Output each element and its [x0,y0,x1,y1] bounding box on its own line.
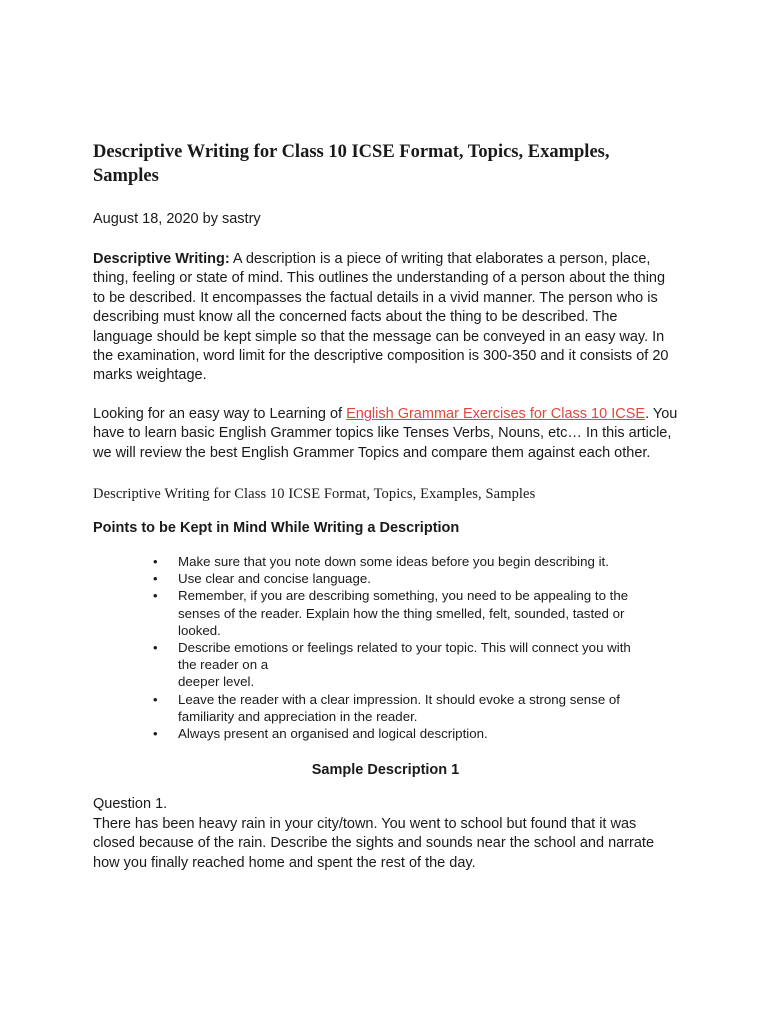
bullet-icon: • [153,691,158,707]
list-item-line: Describe emotions or feelings related to your topic. This will connect you with [178,640,631,656]
bullet-icon: • [153,571,158,587]
grammar-paragraph [93,405,678,463]
list-item-line: looked. [178,622,221,638]
bullet-icon: • [153,554,158,570]
grammar-exercises-link[interactable]: English Grammar Exercises for Class 10 ICSE [346,405,646,422]
list-item-line: the reader on a [178,657,269,673]
question-text: There has been heavy rain in your city/town. You went to school but found that it was closed because of the rain. Describe the sights and sounds near the school and narrate how you finally reached home and spent the rest of the day. [93,815,655,872]
article [93,140,678,874]
points-list [93,553,678,742]
sample-heading: Sample Description 1 [311,762,460,779]
list-item [153,570,678,587]
intro-text: A description is a piece of writing that elaborates a person, place, thing, feeling or state of mind. This outlines the understanding of a person about the thing to be described. It encompasses the factual details in a vivid manner. The person who is describing must know all the concerned facts about the thing to be described. The language should be kept simple so that the message can be conveyed in an easy way. In the examination, word limit for the descriptive composition is 300-350 and it consists of 20 marks weightage. [93,251,669,384]
list-item-line: Always present an organised and logical description. [178,726,488,742]
intro-paragraph [93,250,678,386]
list-item-line: Use clear and concise language. [178,571,371,587]
list-item-line: Make sure that you note down some ideas before you begin describing it. [178,554,609,570]
article-subtitle: Descriptive Writing for Class 10 ICSE Format, Topics, Examples, Samples [93,486,536,503]
grammar-text-after: . You have to learn basic English Grammer topics like Tenses Verbs, Nouns, etc… In this article, we will review the best English Grammer Topics and compare them against each other. [93,405,678,461]
question-block [93,795,678,873]
article-title: Descriptive Writing for Class 10 ICSE Format, Topics, Examples, Samples [93,142,610,186]
list-item-line: Leave the reader with a clear impression. It should evoke a strong sense of [178,691,620,707]
bullet-icon: • [153,588,158,604]
list-item-line: familiarity and appreciation in the reader. [178,708,418,724]
list-item-line: deeper level. [178,674,255,690]
list-item [153,725,678,742]
list-item-line: Remember, if you are describing something, you need to be appealing to the [178,588,629,604]
bullet-icon: • [153,726,158,742]
list-item [153,553,678,570]
points-heading: Points to be Kept in Mind While Writing a Description [93,520,460,537]
grammar-text-before: Looking for an easy way to Learning of [93,405,347,422]
article-meta: August 18, 2020 by sastry [93,211,261,227]
intro-label: Descriptive Writing: [93,251,230,267]
list-item [153,639,678,691]
list-item-line: senses of the reader. Explain how the thing smelled, felt, sounded, tasted or [178,605,625,621]
bullet-icon: • [153,640,158,656]
list-item [153,691,678,725]
question-label: Question 1. [93,796,168,813]
list-item [153,587,678,639]
